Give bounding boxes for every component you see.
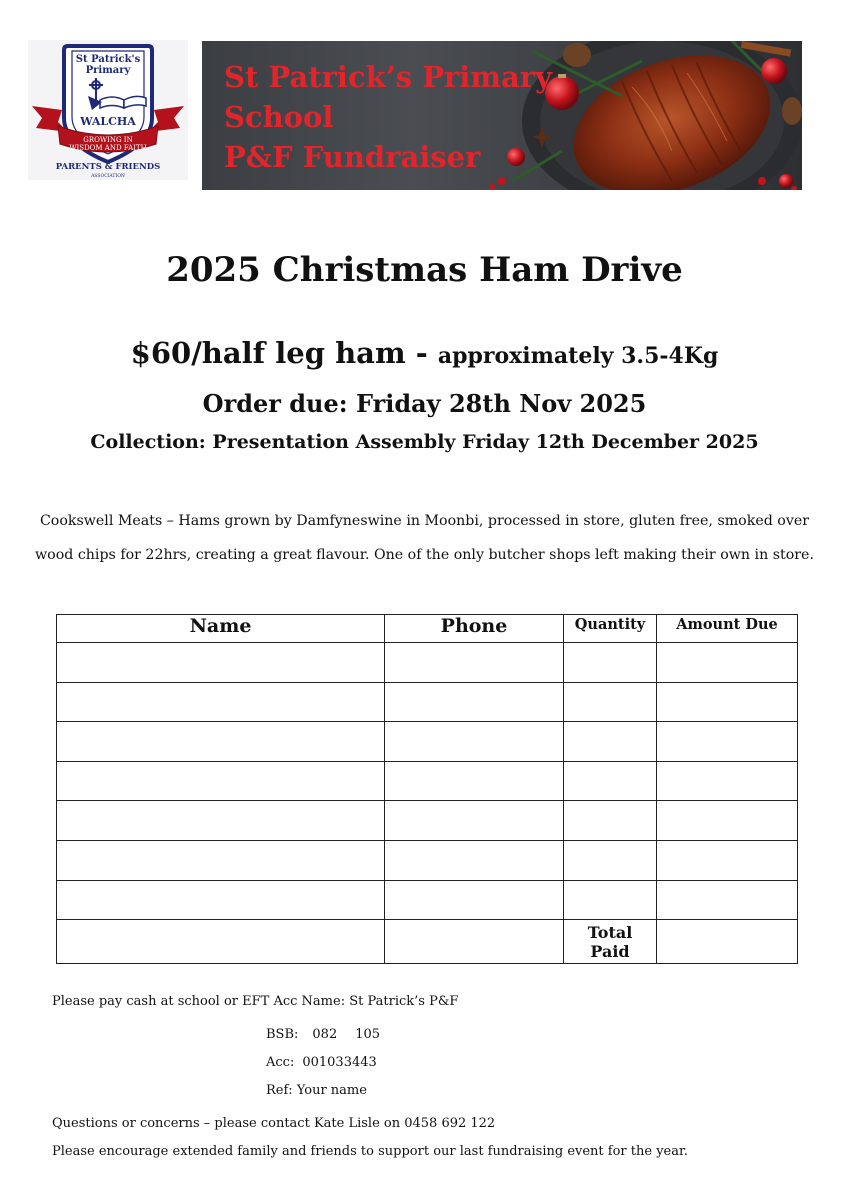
column-header-quantity: Quantity <box>564 615 657 643</box>
quantity-cell[interactable] <box>564 761 657 801</box>
logo-motto-2: WISDOM AND FAITH <box>69 144 147 152</box>
logo-org: PARENTS & FRIENDS <box>55 162 161 172</box>
table-row <box>57 801 798 841</box>
phone-cell[interactable] <box>385 722 564 762</box>
order-table <box>56 614 798 964</box>
school-crest-icon <box>28 40 188 180</box>
table-row <box>57 761 798 801</box>
logo-motto-1: GROWING IN <box>83 136 133 144</box>
school-logo <box>28 40 188 180</box>
amount-due-cell[interactable] <box>657 722 798 762</box>
quantity-cell[interactable] <box>564 880 657 920</box>
payment-instruction: Please pay cash at school or EFT Acc Name: St Patrick’s P&F <box>52 994 459 1009</box>
logo-org-sub: ASSOCIATION <box>91 174 125 179</box>
name-cell[interactable] <box>57 761 385 801</box>
quantity-cell[interactable] <box>564 682 657 722</box>
logo-line1: St Patrick's <box>75 54 141 65</box>
name-cell[interactable] <box>57 880 385 920</box>
phone-cell[interactable] <box>385 801 564 841</box>
table-row <box>57 841 798 881</box>
amount-due-cell[interactable] <box>657 880 798 920</box>
phone-cell[interactable] <box>385 682 564 722</box>
encouragement-note: Please encourage extended family and friends to support our last fundraising event for the year. <box>52 1144 688 1159</box>
column-header-amount-due: Amount Due <box>657 615 798 643</box>
banner-title <box>224 57 552 177</box>
page-title: 2025 Christmas Ham Drive <box>166 250 683 290</box>
quantity-cell[interactable] <box>564 801 657 841</box>
table-row <box>57 880 798 920</box>
banner-title-line-1: St Patrick’s Primary <box>224 60 552 94</box>
reference-line: Ref: Your name <box>266 1083 367 1098</box>
account-label: Acc: <box>266 1055 295 1070</box>
total-label-line-1: Total <box>587 922 633 942</box>
name-cell[interactable] <box>57 682 385 722</box>
amount-due-cell[interactable] <box>657 761 798 801</box>
table-header-row <box>57 615 798 643</box>
bsb-label: BSB: <box>266 1027 299 1042</box>
bsb-part-2: 105 <box>355 1027 381 1042</box>
table-row <box>57 682 798 722</box>
logo-line2: Primary <box>85 65 131 76</box>
collection-info: Collection: Presentation Assembly Friday 12th December 2025 <box>90 431 759 453</box>
amount-due-cell[interactable] <box>657 682 798 722</box>
phone-cell[interactable] <box>385 761 564 801</box>
quantity-cell[interactable] <box>564 722 657 762</box>
phone-cell[interactable] <box>385 920 564 964</box>
phone-cell[interactable] <box>385 841 564 881</box>
total-label-line-2: Paid <box>590 941 630 961</box>
banner-title-line-3: P&F Fundraiser <box>224 140 481 174</box>
table-row <box>57 722 798 762</box>
total-paid-label <box>564 920 657 964</box>
banner-title-line-2: School <box>224 100 334 134</box>
price: $60/half leg ham - <box>130 336 438 370</box>
price-line <box>0 336 849 370</box>
table-row <box>57 643 798 683</box>
amount-due-cell[interactable] <box>657 643 798 683</box>
name-cell[interactable] <box>57 801 385 841</box>
name-cell[interactable] <box>57 643 385 683</box>
account-number: 001033443 <box>302 1055 377 1070</box>
contact-info: Questions or concerns – please contact Kate Lisle on 0458 692 122 <box>52 1116 496 1131</box>
price-note: approximately 3.5-4Kg <box>437 343 719 369</box>
bsb-line <box>266 1027 380 1042</box>
quantity-cell[interactable] <box>564 841 657 881</box>
order-due: Order due: Friday 28th Nov 2025 <box>202 389 647 418</box>
total-paid-cell[interactable] <box>657 920 798 964</box>
phone-cell[interactable] <box>385 643 564 683</box>
amount-due-cell[interactable] <box>657 801 798 841</box>
bsb-part-1: 082 <box>312 1027 338 1042</box>
account-line <box>266 1055 377 1070</box>
phone-cell[interactable] <box>385 880 564 920</box>
name-cell[interactable] <box>57 841 385 881</box>
quantity-cell[interactable] <box>564 643 657 683</box>
header-banner <box>202 41 802 190</box>
table-total-row <box>57 920 798 964</box>
logo-town: WALCHA <box>80 115 136 128</box>
name-cell[interactable] <box>57 920 385 964</box>
column-header-phone: Phone <box>385 615 564 643</box>
amount-due-cell[interactable] <box>657 841 798 881</box>
column-header-name: Name <box>57 615 385 643</box>
name-cell[interactable] <box>57 722 385 762</box>
description: Cookswell Meats – Hams grown by Damfyneswine in Moonbi, processed in store, gluten free, smoked over wood chips for 22hrs, creating a great flavour. One of the only butcher shops left making their own in store. <box>35 513 814 563</box>
